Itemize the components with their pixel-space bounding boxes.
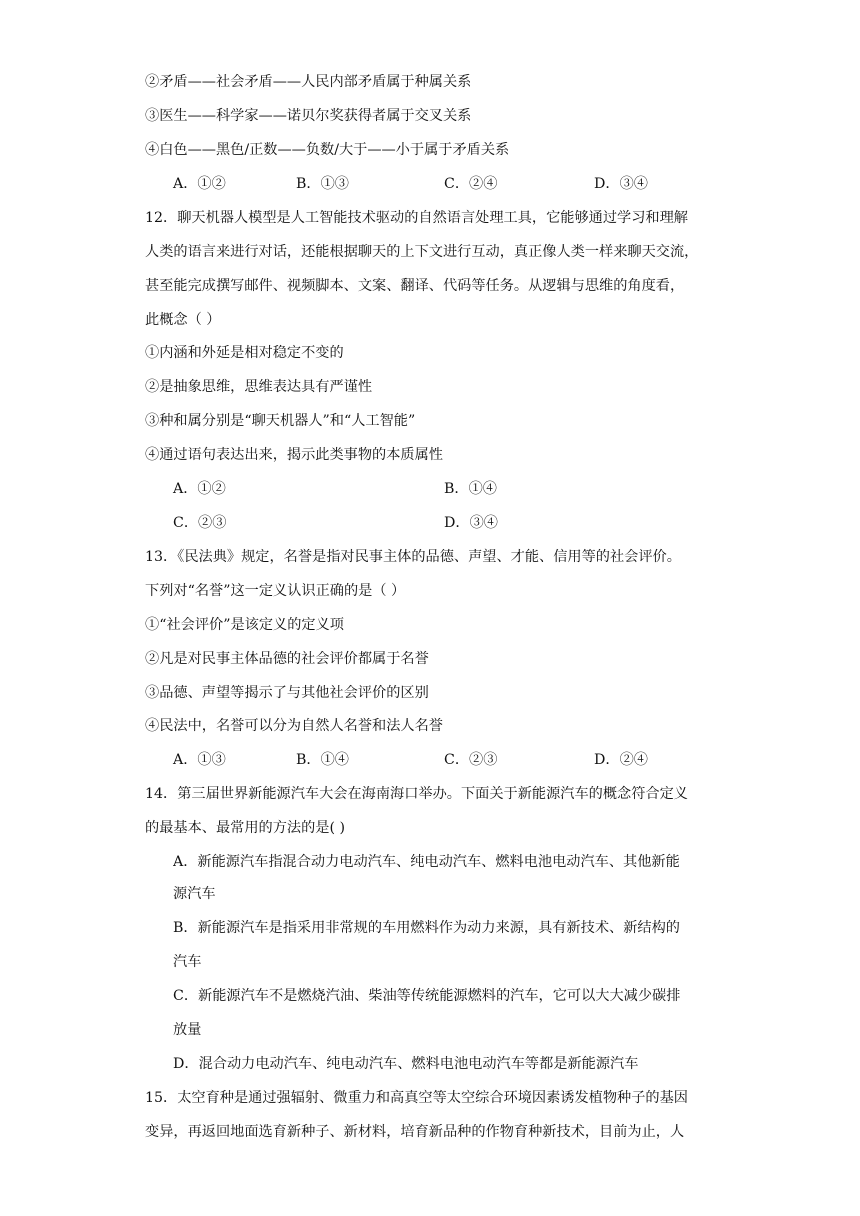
q13-option-a[interactable]: A．①③ [173, 752, 226, 768]
q14-option-c-line-2[interactable]: 放量 [173, 1022, 202, 1038]
q12-options-row-1 [173, 479, 725, 499]
q14-stem-line-2: 的最基本、最常用的方法的是( ) [145, 820, 346, 836]
q12-option-d[interactable]: D．③④ [444, 515, 498, 531]
q13-options [173, 750, 725, 770]
q12-statement-2: ②是抽象思维，思维表达具有严谨性 [145, 379, 373, 395]
q12-option-c[interactable]: C．②③ [173, 515, 227, 531]
q13-statement-3: ③品德、声望等揭示了与其他社会评价的区别 [145, 685, 429, 701]
q13-option-b[interactable]: B．①④ [296, 752, 349, 768]
q12-stem-line-4: 此概念（ ） [145, 312, 221, 328]
q12-option-a[interactable]: A．①② [173, 481, 226, 497]
q13-option-d[interactable]: D．②④ [594, 752, 648, 768]
q11-statement-2: ②矛盾——社会矛盾——人民内部矛盾属于种属关系 [145, 74, 472, 90]
q12-statement-3: ③种和属分别是“聊天机器人”和“人工智能” [145, 413, 416, 429]
q14-option-d[interactable]: D．混合动力电动汽车、纯电动汽车、燃料电池电动汽车等都是新能源汽车 [173, 1056, 639, 1072]
q11-option-a[interactable]: A．①② [173, 176, 226, 192]
q14-stem-line-1: 14．第三届世界新能源汽车大会在海南海口举办。下面关于新能源汽车的概念符合定义 [145, 786, 688, 802]
q11-statement-4: ④白色——黑色/正数——负数/大于——小于属于矛盾关系 [145, 142, 510, 158]
q12-statement-4: ④通过语句表达出来，揭示此类事物的本质属性 [145, 447, 443, 463]
q12-options-row-2 [173, 513, 725, 533]
q11-option-d[interactable]: D．③④ [594, 176, 648, 192]
q15-stem-line-1: 15．太空育种是通过强辐射、微重力和高真空等太空综合环境因素诱发植物种子的基因 [145, 1090, 688, 1106]
q12-stem-line-1: 12．聊天机器人模型是人工智能技术驱动的自然语言处理工具，它能够通过学习和理解 [145, 210, 688, 226]
q11-option-c[interactable]: C．②④ [444, 176, 498, 192]
q14-option-a-line-2[interactable]: 源汽车 [173, 886, 216, 902]
q12-stem-line-2: 人类的语言来进行对话，还能根据聊天的上下文进行互动，真正像人类一样来聊天交流， [145, 244, 699, 260]
q12-stem-line-3: 甚至能完成撰写邮件、视频脚本、文案、翻译、代码等任务。从逻辑与思维的角度看， [145, 278, 685, 294]
q14-option-b-line-1[interactable]: B．新能源汽车是指采用非常规的车用燃料作为动力来源，具有新技术、新结构的 [173, 920, 680, 936]
q14-option-a-line-1[interactable]: A．新能源汽车指混合动力电动汽车、纯电动汽车、燃料电池电动汽车、其他新能 [173, 854, 680, 870]
q12-statement-1: ①内涵和外延是相对稳定不变的 [145, 345, 344, 361]
q13-stem-line-1: 13．《民法典》规定，名誉是指对民事主体的品德、声望、才能、信用等的社会评价。 [145, 549, 681, 565]
q13-statement-2: ②凡是对民事主体品德的社会评价都属于名誉 [145, 651, 429, 667]
q11-options [173, 174, 725, 194]
q15-stem-line-2: 变异，再返回地面选育新种子、新材料，培育新品种的作物育种新技术，目前为止，人 [145, 1124, 685, 1140]
q14-option-b-line-2[interactable]: 汽车 [173, 954, 202, 970]
q13-statement-4: ④民法中，名誉可以分为自然人名誉和法人名誉 [145, 718, 443, 734]
q14-option-c-line-1[interactable]: C．新能源汽车不是燃烧汽油、柴油等传统能源燃料的汽车，它可以大大减少碳排 [173, 988, 681, 1004]
q13-option-c[interactable]: C．②③ [444, 752, 498, 768]
q11-statement-3: ③医生——科学家——诺贝尔奖获得者属于交叉关系 [145, 108, 472, 124]
q13-stem-line-2: 下列对“名誉”这一定义认识正确的是（ ） [145, 583, 406, 599]
q11-option-b[interactable]: B．①③ [296, 176, 349, 192]
q12-option-b[interactable]: B．①④ [444, 481, 497, 497]
q13-statement-1: ①“社会评价”是该定义的定义项 [145, 617, 344, 633]
